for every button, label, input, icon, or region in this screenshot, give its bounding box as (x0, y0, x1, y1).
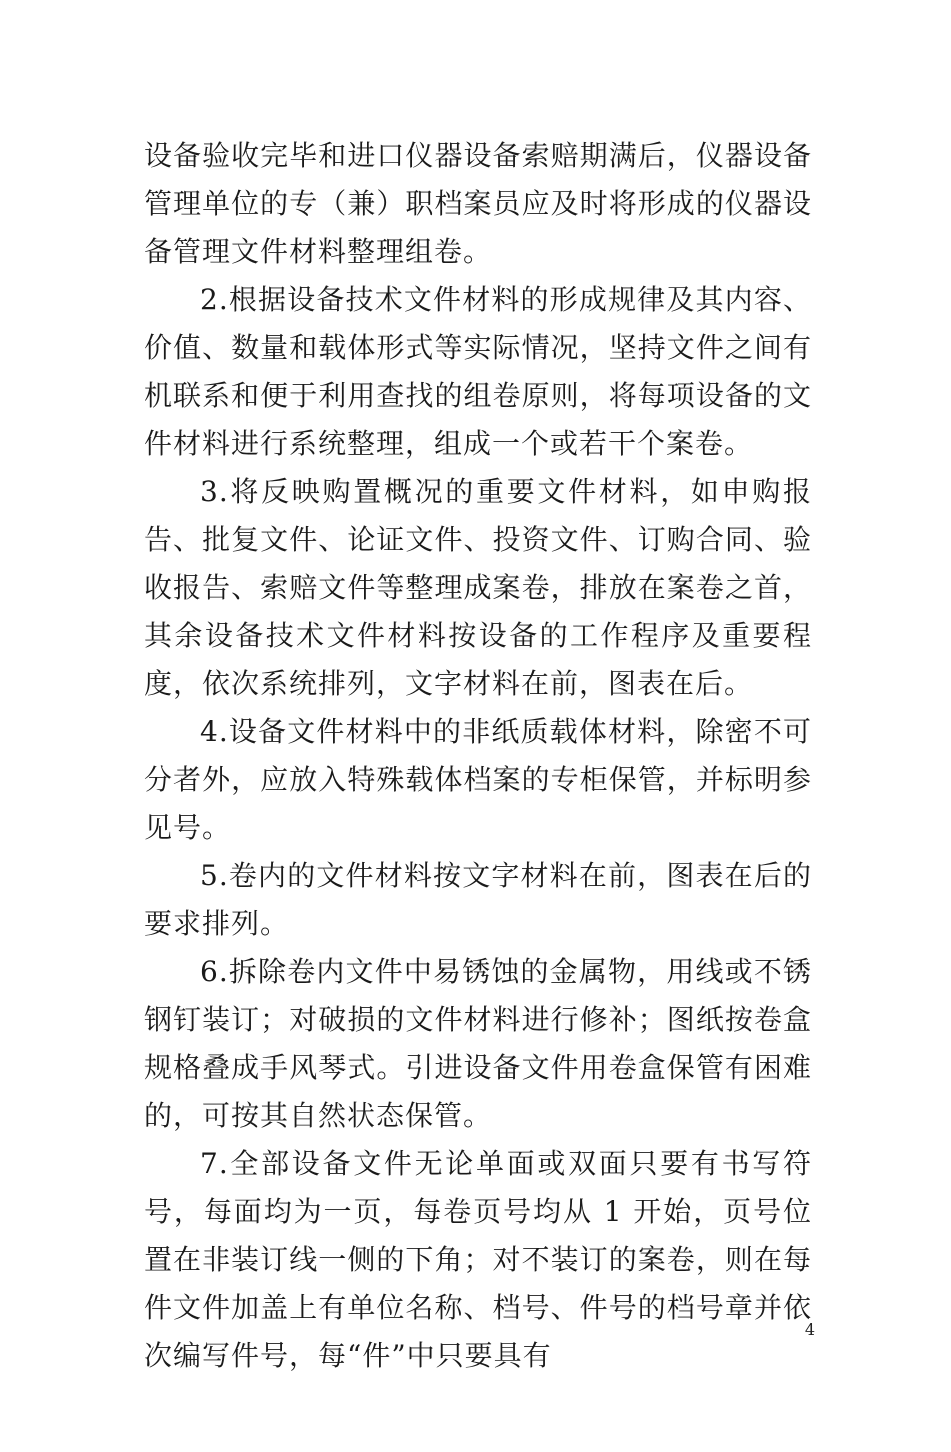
paragraph-item-7: 7.全部设备文件无论单面或双面只要有书写符号，每面均为一页，每卷页号均从 1 开始，页号位置在非装订线一侧的下角；对不装订的案卷，则在每件文件加盖上有单位名称、档号、件号的档号章并依次编写件号，每“件”中只要具有 (144, 1147, 812, 1372)
paragraph-item-2: 2.根据设备技术文件材料的形成规律及其内容、价值、数量和载体形式等实际情况，坚持文件之间有机联系和便于利用查找的组卷原则，将每项设备的文件材料进行系统整理，组成一个或若干个案卷。 (144, 283, 812, 460)
paragraph-item-3: 3.将反映购置概况的重要文件材料，如申购报告、批复文件、论证文件、投资文件、订购合同、验收报告、索赔文件等整理成案卷，排放在案卷之首，其余设备技术文件材料按设备的工作程序及重要程度，依次系统排列，文字材料在前，图表在后。 (144, 475, 812, 700)
paragraph-item-6: 6.拆除卷内文件中易锈蚀的金属物，用线或不锈钢钉装订；对破损的文件材料进行修补；图纸按卷盒规格叠成手风琴式。引进设备文件用卷盒保管有困难的，可按其自然状态保管。 (144, 955, 812, 1132)
paragraph-continuation: 设备验收完毕和进口仪器设备索赔期满后，仪器设备管理单位的专（兼）职档案员应及时将形成的仪器设备管理文件材料整理组卷。 (144, 139, 812, 268)
document-body (144, 132, 812, 1380)
page-number: 4 (804, 1320, 815, 1339)
paragraph-item-5: 5.卷内的文件材料按文字材料在前，图表在后的要求排列。 (144, 859, 812, 940)
paragraph-item-4: 4.设备文件材料中的非纸质载体材料，除密不可分者外，应放入特殊载体档案的专柜保管，并标明参见号。 (144, 715, 812, 844)
